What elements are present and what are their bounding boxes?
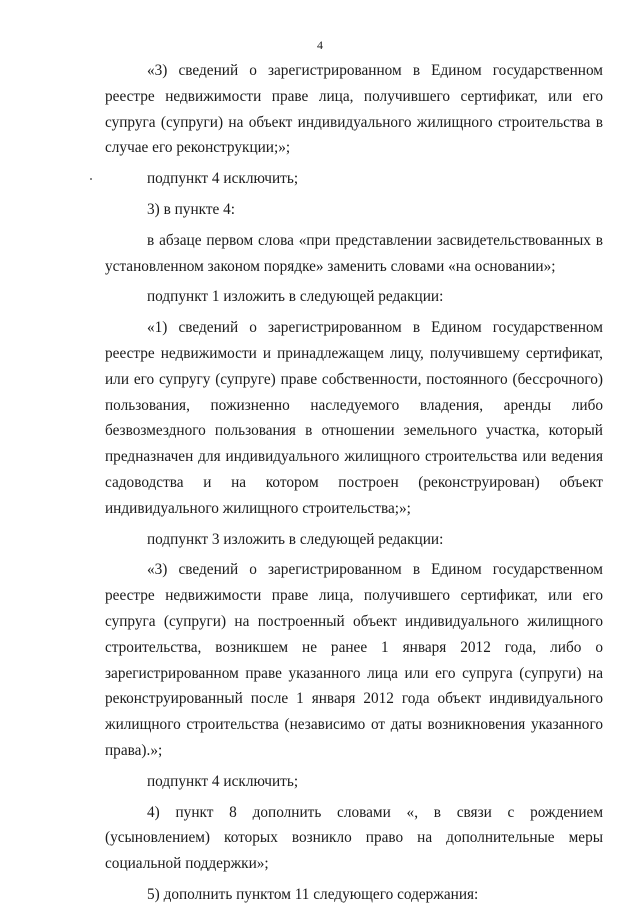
paragraph: «3) сведений о зарегистрированном в Едином государственном реестре недвижимости праве лица, получившего сертификат, или его супруга (супруги) на объект индивидуального жилищного строительства в случае его реконструкции;»;	[105, 62, 603, 157]
paragraph: «3) сведений о зарегистрированном в Едином государственном реестре недвижимости праве лица, получившего сертификат, или его супруга (супруги) на построенный объект индивидуального жилищного строительства, возникшем не ранее 1 января 2012 года, либо о зарегистрированном праве указанного лица или его супруга (супруги) на реконструированный после 1 января 2012 года объект индивидуального жилищного строительства (независимо от даты возникновения указанного права).»;	[105, 561, 603, 759]
paragraph: подпункт 4 исключить;	[147, 170, 299, 188]
page-number: 4	[317, 38, 323, 52]
paragraph: 3) в пункте 4:	[147, 200, 236, 218]
document-body	[105, 58, 603, 908]
paragraph: «1) сведений о зарегистрированном в Едином государственном реестре недвижимости и принадлежащем лицу, получившему сертификат, или его супругу (супруге) праве собственности, постоянного (бессрочного) пользования, пожизненно наследуемого владения, аренды либо безвозмездного пользования в отношении земельного участка, который предназначен для индивидуального жилищного строительства или ведения садоводства и на котором построен (реконструирован) объект индивидуального жилищного строительства;»;	[105, 319, 603, 517]
paragraph: в абзаце первом слова «при представлении засвидетельствованных в установленном законом порядке» заменить словами «на основании»;	[105, 231, 603, 275]
paragraph: подпункт 3 изложить в следующей редакции:	[147, 530, 444, 548]
paragraph: 5) дополнить пунктом 11 следующего содержания:	[147, 885, 479, 903]
paragraph: подпункт 1 изложить в следующей редакции:	[147, 288, 444, 306]
paragraph: 4) пункт 8 дополнить словами «, в связи с рождением (усыновлением) которых возникло право на дополнительные меры социальной поддержки»;	[105, 803, 603, 873]
paragraph: подпункт 4 исключить;	[147, 772, 299, 790]
scan-speck	[90, 178, 92, 180]
